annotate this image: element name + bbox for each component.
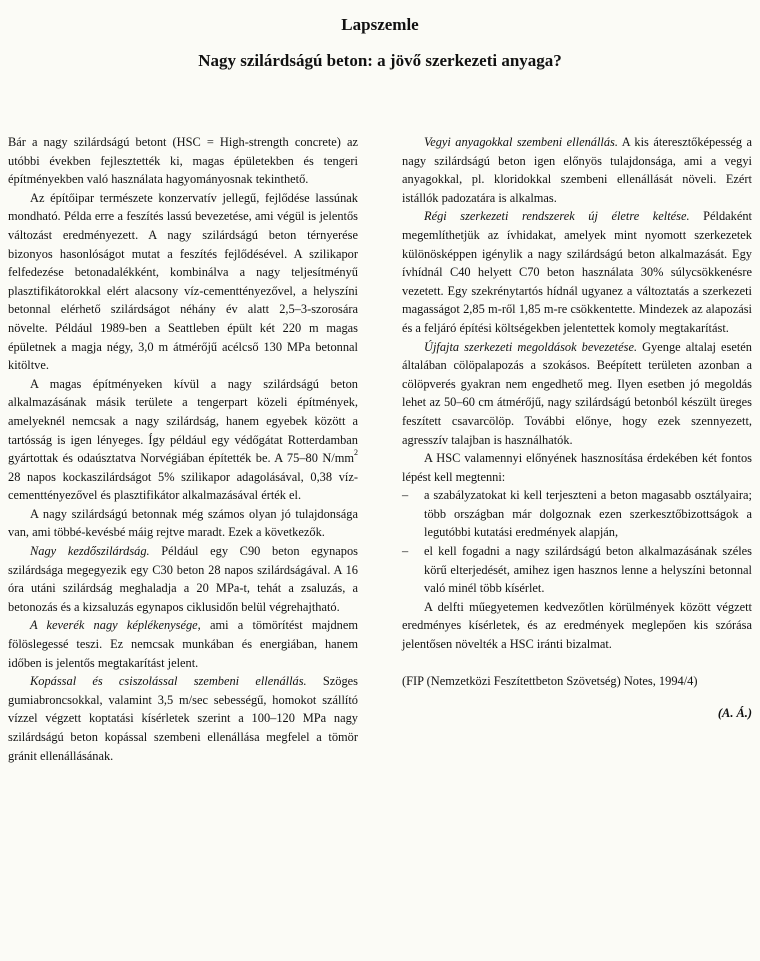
- text-run: Példaként megemlíthetjük az ívhidakat, amelyek mint nyomott szerkezetek különösképpen igénylik a nagy szilárdságú beton alkalmazását. Egy ívhídnál C40 helyett C70 beton használata 30% súlycsökkenésre vezetett. Egy szekrénytartós hídnál ugyanez a változtatás a szerkezeti magasságot 2,85 m-ről 1,85 m-re csökkentette. Mindezek az alapozási és a feljáró építési költségekben jelentettek komoly megtakarítást.: [402, 209, 752, 335]
- paragraph: [8, 672, 358, 765]
- text-run: A kis áteresztőképesség a nagy szilárdságú beton igen előnyös tulajdonsága, ami a vegyi anyagokkal, pl. kloridokkal szembeni ellenállását növeli. Ezért istállók padozatára is alkalmas.: [402, 135, 753, 205]
- list-item-text: a szabályzatokat ki kell terjeszteni a beton magasabb osztályaira; több országban már dolgoznak ezen szerkesztőbizottságok a legutóbbi kutatási eredmények alapján,: [424, 488, 752, 540]
- text-run: A magas építményeken kívül a nagy szilárdságú beton alkalmazásának másik területe a tengerpart közeli építmények, amelyeknél nemcsak a nagy szilárdság, hanem egyebek között a tartósság is igen lényeges. Így például egy védőgátat Rotterdamban gyártottak és odaúsztatva Norvégiában építették be. A 75–80 N/mm: [8, 376, 358, 466]
- dash-marker: –: [402, 544, 409, 559]
- paragraph: A HSC valamennyi előnyének hasznosítása érdekében két fontos lépést kell megtenni:: [402, 451, 752, 484]
- run-in-heading: A keverék nagy képlékenysége,: [30, 618, 201, 633]
- paragraph: [402, 338, 752, 450]
- list-item-text: el kell fogadni a nagy szilárdságú beton alkalmazásának széles körű elterjedését, amihez igen hasznos lenne a helyszíni betonnal való minél több kísérlet.: [424, 544, 752, 596]
- run-in-heading: Vegyi anyagokkal szembeni ellenállás.: [424, 135, 618, 149]
- paragraph: Az építőipar természete konzervatív jellegű, fejlődése lassúnak mondható. Példa erre a feszítés lassú bevezetése, ami végül is jelentős változást eredményezett. A nagy szilárdságú beton térnyerése bizonyos hasonlóságot mutat a feszítés fejlődésével. A szilikapor felfedezése betonadalékként, kombinálva a nagy teljesítményű plasztifikátorokkal elért alacsony víz-cementtényezővel, a helyszíni betonnal elérhető szilárdságot néhány év alatt 2,5–3-szorosára növelte. Például 1989-ben a Seattleben épült két 220 m magas épületnek a magja négy, 3,0 m átmérőjű acélcső 130 MPa betonnal kitöltve.: [8, 190, 358, 373]
- author-initials: (A. Á.): [717, 706, 752, 721]
- superscript: 2: [354, 448, 358, 458]
- list-item: [402, 542, 752, 598]
- text-run: Gyenge altalaj esetén általában cölöpalapozás a szokásos. Beépített területen azonban a cölöpverés gyakran nem engedhető meg. Ilyen esetben jó megoldás lehet az 50–60 cm átmérőjű, nagy szilárdságú betonból készült üreges feszített csavarcölöp. További előnye, hogy ezek szennyezett, agresszív talajban is használhatók.: [402, 339, 752, 447]
- paragraph: A nagy szilárdságú betonnak még számos olyan jó tulajdonsága van, ami többé-kevésbé máig rejtve maradt. Ezek a következők.: [8, 506, 358, 540]
- header: [0, 14, 760, 72]
- run-in-heading: Nagy kezdőszilárdság.: [30, 544, 150, 559]
- list-item: [402, 486, 752, 542]
- text-run: ami a tömörítést majdnem fölöslegessé teszi. Ez nemcsak munkában és energiában, hanem időben is jelentős megtakarítást jelent.: [8, 618, 358, 670]
- left-column: [8, 133, 358, 765]
- paragraph: [8, 542, 358, 616]
- text-run: 28 napos kockaszilárdságot 5% szilikapor adagolásával, 0,38 víz-cementtényezővel és plasztifikátor alkalmazásával érték el.: [8, 469, 358, 503]
- paragraph: [402, 133, 752, 207]
- right-column: [402, 133, 752, 723]
- dash-marker: –: [402, 488, 409, 503]
- text-run: Például egy C90 beton egynapos szilárdsága megegyezik egy C30 beton 28 napos szilárdságával. A 16 óra utáni szilárdság meghaladja a 20 MPa-t, tehát a zsaluzás, a betonozás és a kizsaluzás egynapos ciklusidőn belül végrehajtható.: [8, 544, 358, 614]
- run-in-heading: Kopással és csiszolással szembeni ellenállás.: [30, 674, 307, 689]
- paragraph: A delfti műegyetemen kedvezőtlen körülmények között végzett eredményes kísérletek, és az eredmények meglepően kis szórása jelentősen növelték a HSC iránti bizalmat.: [402, 599, 752, 652]
- paragraph: [402, 207, 752, 337]
- run-in-heading: Régi szerkezeti rendszerek új életre keltése.: [424, 209, 690, 224]
- paragraph: [8, 616, 358, 672]
- run-in-heading: Újfajta szerkezeti megoldások bevezetése.: [424, 339, 638, 354]
- article-title: Nagy szilárdságú beton: a jövő szerkezeti anyaga?: [198, 51, 562, 70]
- section-heading: Lapszemle: [341, 15, 419, 34]
- text-run: Szöges gumiabroncsokkal, valamint 3,5 m/sec sebességű, homokot szállító vízzel végzett koptatási kísérletek szerint a 100–120 MPa nagy szilárdságú beton kopással szembeni ellenállása megfelel a tömör gránit ellenállásának.: [8, 674, 359, 763]
- source-citation: (FIP (Nemzetközi Feszítettbeton Szövetség) Notes, 1994/4): [402, 673, 698, 688]
- paragraph: Bár a nagy szilárdságú betont (HSC = High-strength concrete) az utóbbi években fejlesztették ki, magas épületekben és tengeri építményekben való használata hagyományosnak tekinthető.: [8, 135, 358, 187]
- paragraph: [8, 375, 358, 505]
